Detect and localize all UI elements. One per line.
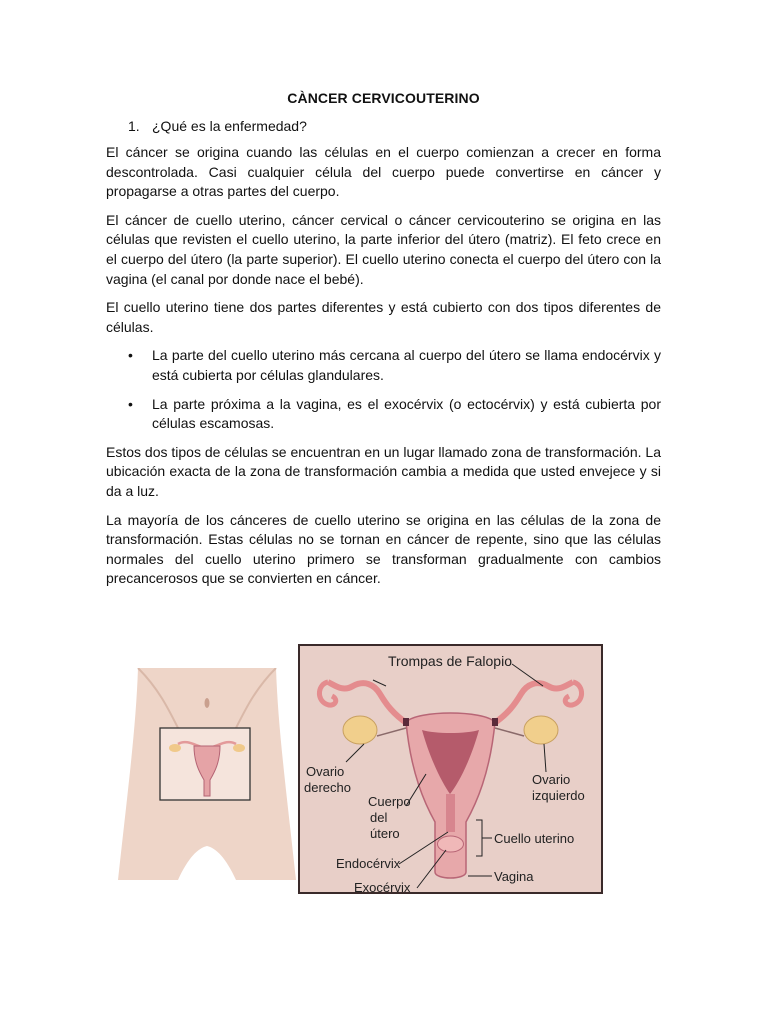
- bullet-list: [106, 346, 661, 433]
- bullet-icon: •: [128, 347, 133, 364]
- left-ovary-icon: [524, 716, 558, 744]
- question-number: 1.: [128, 118, 140, 134]
- uterus-anatomy-diagram: [298, 644, 603, 894]
- bullet-text: La parte próxima a la vagina, es el exocérvix (o ectocérvix) y está cubierta por células escamosas.: [152, 395, 661, 432]
- label-left-ovary-2: izquierdo: [532, 788, 585, 803]
- paragraph-5: La mayoría de los cánceres de cuello uterino se origina en las células de la zona de transformación. Estas células no se tornan en cáncer de repente, sino que las células normales del cuello uterino primero se transforman gradualmente con cambios precancerosos que se convierten en cáncer.: [106, 511, 661, 587]
- bullet-item: [106, 346, 661, 385]
- paragraph-2: El cáncer de cuello uterino, cáncer cervical o cáncer cervicouterino se origina en las células que revisten el cuello uterino, la parte inferior del útero (matriz). El feto crece en el cuerpo del útero (la parte superior). El cuello uterino conecta el cuerpo del útero con la vagina (el canal por donde nace el bebé).: [106, 211, 661, 287]
- label-left-ovary: Ovario: [532, 772, 571, 787]
- bullet-icon: •: [128, 395, 133, 412]
- mini-ovary-left: [169, 744, 181, 752]
- label-uterus-body: Cuerpo: [368, 794, 411, 809]
- label-uterus-body-2: del: [370, 810, 388, 825]
- document-title: CÀNCER CERVICOUTERINO: [287, 90, 480, 106]
- bullet-item: [106, 395, 661, 434]
- question-text: ¿Qué es la enfermedad?: [152, 118, 307, 134]
- pelvis-body-illustration: [118, 668, 296, 880]
- label-right-ovary-2: derecho: [304, 780, 351, 795]
- mini-ovary-right: [233, 744, 245, 752]
- label-cervix: Cuello uterino: [494, 831, 575, 846]
- paragraph-3: El cuello uterino tiene dos partes diferentes y está cubierto con dos tipos diferentes de células.: [106, 299, 661, 335]
- label-uterus-body-3: útero: [370, 826, 400, 841]
- document-page: [106, 90, 661, 598]
- cervical-canal: [446, 794, 455, 832]
- paragraph-4: Estos dos tipos de células se encuentran en un lugar llamado zona de transformación. La ubicación exacta de la zona de transformación cambia a medida que usted envejece y si da a luz.: [106, 443, 661, 499]
- navel-icon: [205, 698, 210, 708]
- label-endocervix: Endocérvix: [336, 856, 401, 871]
- cervix-os: [438, 836, 464, 852]
- label-vagina: Vagina: [494, 869, 534, 884]
- paragraph-1: El cáncer se origina cuando las células en el cuerpo comienzan a crecer en forma descontrolada. Casi cualquier célula del cuerpo puede convertirse en cáncer y propagarse a otras partes del cuerpo.: [106, 144, 661, 200]
- bullet-text: La parte del cuello uterino más cercana al cuerpo del útero se llama endocérvix y está cubierta por células glandulares.: [152, 347, 661, 383]
- right-ovary-icon: [343, 716, 377, 744]
- tube-junction-right: [403, 718, 409, 726]
- question-heading: [128, 118, 661, 134]
- label-exocervix: Exocérvix: [354, 880, 411, 894]
- figure-area: [0, 618, 768, 918]
- tube-junction-left: [492, 718, 498, 726]
- label-fallopian-tubes: Trompas de Falopio: [388, 653, 512, 669]
- label-right-ovary: Ovario: [306, 764, 345, 779]
